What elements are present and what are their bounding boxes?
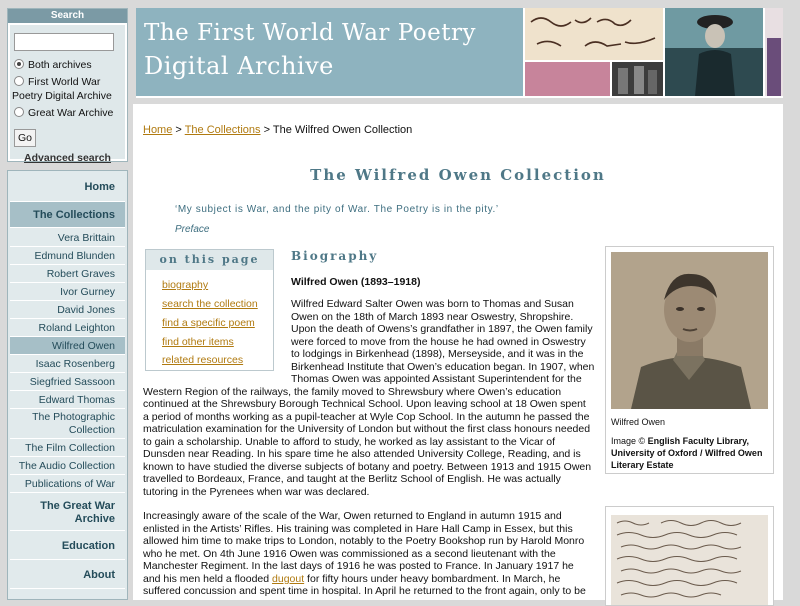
bio-paragraph-1-narrow [291, 298, 594, 386]
link-related-resources[interactable]: related resources [162, 354, 244, 366]
text-line: Manchester Regiment. In the last days of 1916 he was posted to France. In January 1917 he [143, 560, 574, 572]
nav-siegfried-sassoon[interactable]: Siegfried Sassoon [10, 373, 125, 391]
text-line: Birkenhead Institute that Owen’s education began. In 1907, when [291, 360, 595, 373]
biography-subheading: Wilfred Owen (1893–1918) [291, 276, 421, 288]
text-span: and his men held a flooded [143, 572, 273, 585]
text-line: were forced to move from the house he had owned in Oswestry [291, 335, 586, 348]
nav-ivor-gurney[interactable]: Ivor Gurney [10, 283, 125, 301]
photo-caption: Wilfred Owen [611, 417, 666, 427]
text-line: Dunsden near Reading. In his spare time he also attended University College, Reading, and is [143, 448, 581, 460]
site-title-line1: The First World War Poetry [144, 20, 476, 46]
text-line: to lodgings in Birkenhead (1898), Merseyside, and it was in the [291, 348, 584, 360]
breadcrumb-current: The Wilfred Owen Collection [272, 124, 413, 136]
text-line: a period of months working as a pupil-teacher at Wyle Cop School. In the autumn he passed the [143, 410, 590, 423]
nav-education[interactable]: Education [10, 532, 125, 560]
credit-holder: English Faculty Library, University of Oxford / Wilfred Owen Literary Estate [611, 436, 763, 470]
breadcrumb [143, 124, 412, 136]
wilfred-owen-photo[interactable] [611, 252, 768, 409]
radio-fww-poetry[interactable] [14, 75, 100, 89]
nav-photographic-collection[interactable]: The Photographic Collection [10, 409, 125, 439]
link-find-other-items[interactable]: find other items [162, 336, 234, 348]
text-line: suffered concussion and spent time in hospital. In April he returned to the front again, only to be [143, 585, 586, 597]
soldiers-image [612, 62, 663, 96]
radio-both-archives[interactable] [14, 58, 92, 72]
radio-icon[interactable] [14, 107, 24, 117]
breadcrumb-separator: > [175, 124, 182, 136]
nav-wilfred-owen[interactable]: Wilfred Owen [10, 337, 125, 355]
preface-link[interactable]: Preface [175, 224, 210, 235]
nav-about[interactable]: About [10, 561, 125, 589]
nav-home[interactable]: Home [10, 173, 125, 202]
side-strip-image [765, 8, 783, 96]
site-banner [136, 8, 783, 98]
biography-heading: Biography [291, 249, 379, 263]
owen-quote: ‘My subject is War, and the pity of War. The Poetry is in the pity.’ [175, 204, 499, 215]
text-line: known to have studied the diverse subjects of botany and poetry. Between 1913 and 1915 Owen [143, 460, 592, 473]
bio-paragraph-1-wide [143, 386, 591, 499]
text-line: Wilfred Edward Salter Owen was born to Thomas and Susan [291, 298, 574, 310]
nav-the-collections[interactable]: The Collections [10, 202, 125, 228]
search-heading: Search [8, 9, 127, 23]
radio-selected-icon[interactable] [14, 59, 24, 69]
radio-great-war-archive[interactable] [14, 106, 113, 120]
text-line: matriculation examination for the University of London but without the first class honours needed [143, 423, 591, 435]
nav-publications-of-war[interactable]: Publications of War [10, 475, 125, 493]
text-line: Owen on the 18th of March 1893 near Oswestry, Shropshire. [291, 310, 574, 323]
nav-roland-leighton[interactable]: Roland Leighton [10, 319, 125, 337]
page-title: The Wilfred Owen Collection [310, 166, 606, 184]
nav-edmund-blunden[interactable]: Edmund Blunden [10, 247, 125, 265]
link-search-collection[interactable]: search the collection [162, 298, 258, 310]
advanced-search-link[interactable]: Advanced search [24, 152, 111, 164]
text-line [143, 573, 586, 586]
sidebar-nav [7, 170, 128, 600]
search-form [10, 25, 125, 164]
go-button[interactable]: Go [14, 129, 36, 147]
on-this-page-heading: on this page [146, 250, 273, 270]
breadcrumb-collections-link[interactable]: The Collections [184, 124, 261, 136]
text-line: Upon the death of Owens’s grandfather in 1897, the Owen family [291, 323, 593, 335]
breadcrumb-separator: > [263, 124, 271, 136]
manuscript-photo-box [605, 506, 774, 606]
text-line: enlisted in the Artists’ Rifles. His training was completed in Hare Hall Camp in Essex, but this [143, 522, 573, 535]
text-line: travelled to Bordeaux, France, and taught at the Berlitz School of English. He was actually [143, 473, 561, 485]
manuscript-photo[interactable] [611, 515, 768, 605]
radio-label-cont: Poetry Digital Archive [12, 90, 112, 102]
owen-photo-box [605, 246, 774, 474]
manuscript-image [525, 8, 663, 60]
text-line: Thomas Owen was appointed Assistant Superintendent for the [291, 373, 582, 385]
on-this-page-box [145, 249, 274, 371]
nav-edward-thomas[interactable]: Edward Thomas [10, 391, 125, 409]
link-find-poem[interactable]: find a specific poem [162, 317, 255, 329]
main-content [133, 104, 783, 600]
text-line: Western Region of the railways, the family moved to Shrewsbury where Owen’s education [143, 385, 562, 398]
text-line: tutoring in the Pyrenees when war was declared. [143, 485, 370, 498]
nav-robert-graves[interactable]: Robert Graves [10, 265, 125, 283]
nav-isaac-rosenberg[interactable]: Isaac Rosenberg [10, 355, 125, 373]
link-biography[interactable]: biography [162, 279, 209, 291]
text-span: for fifty hours under heavy bombardment. In March, he [304, 572, 561, 585]
search-input[interactable] [14, 33, 114, 51]
nav-vera-brittain[interactable]: Vera Brittain [10, 229, 125, 247]
soldier-portrait-image [665, 8, 763, 96]
text-line: continued at the Shrewsbury Borough Technical School. Upon leaving school at 18 Owen spent [143, 398, 586, 410]
radio-icon[interactable] [14, 76, 24, 86]
radio-label: Great War Archive [28, 107, 114, 119]
pink-image [525, 62, 610, 96]
site-title-line2: Digital Archive [144, 52, 334, 80]
bio-paragraph-2 [143, 510, 586, 598]
credit-prefix: Image © [611, 436, 648, 446]
text-line: Increasingly aware of the scale of the War, Owen returned to England in autumn 1915 and [143, 510, 562, 522]
breadcrumb-home-link[interactable]: Home [143, 124, 173, 136]
nav-film-collection[interactable]: The Film Collection [10, 439, 125, 457]
text-line: who he met. On 4th June 1916 Owen was commissioned as a second lieutenant with the [143, 547, 556, 560]
nav-david-jones[interactable]: David Jones [10, 301, 125, 319]
search-panel [7, 8, 128, 162]
text-line: allowed him time to make trips to London, notably to the Poetry Bookshop run by Harold Monro [143, 535, 585, 547]
radio-label: Both archives [28, 59, 92, 71]
nav-great-war-archive[interactable]: The Great War Archive [10, 493, 125, 531]
nav-audio-collection[interactable]: The Audio Collection [10, 457, 125, 475]
text-line: to gain a scholarship. Unable to afford to study, he worked as lay assistant to the Vicar of [143, 435, 556, 448]
dugout-link[interactable]: dugout [272, 572, 305, 585]
radio-label: First World War [28, 76, 101, 88]
site-title-box[interactable] [136, 8, 523, 96]
photo-credit [611, 435, 771, 471]
